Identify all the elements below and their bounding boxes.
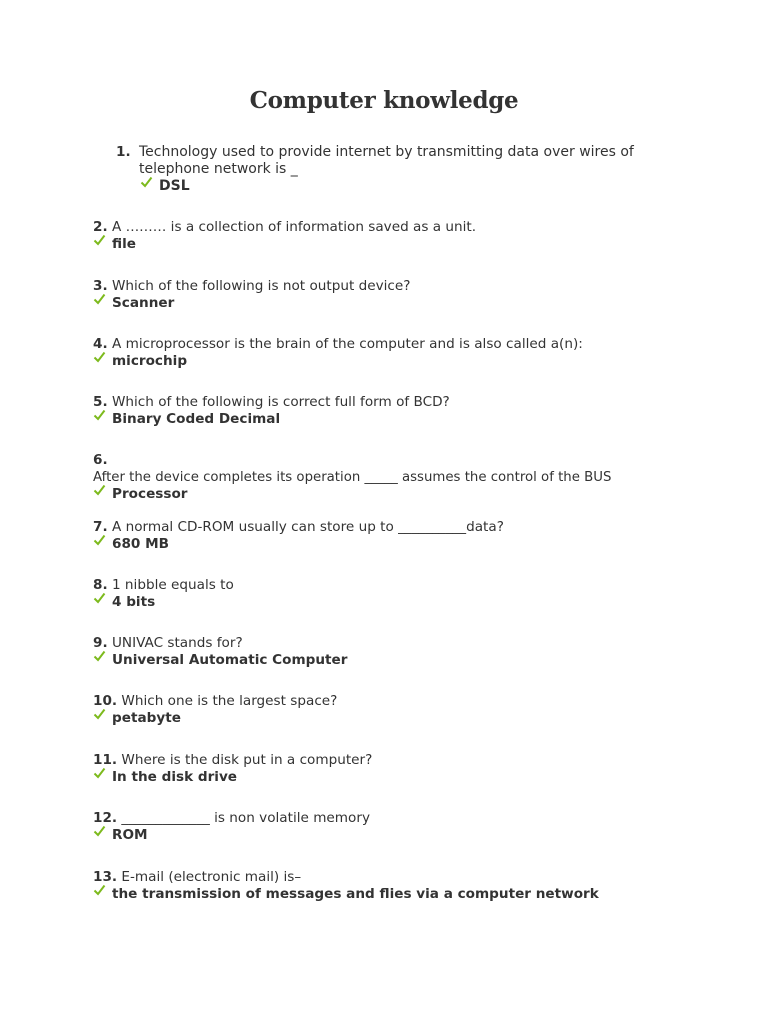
answer xyxy=(93,353,713,370)
answer-text: Binary Coded Decimal xyxy=(112,411,281,427)
answer xyxy=(93,594,713,611)
check-icon xyxy=(93,708,106,720)
answer-text: microchip xyxy=(112,353,188,369)
answer-text: In the disk drive xyxy=(112,769,238,785)
question-item-12 xyxy=(93,810,713,844)
check-icon xyxy=(93,884,106,896)
question-item-1 xyxy=(116,144,676,195)
question-text: _____________ is non volatile memory xyxy=(121,810,370,826)
question-text: Where is the disk put in a computer? xyxy=(121,752,373,768)
answer-text: file xyxy=(112,236,136,252)
question-number: 7. xyxy=(93,519,108,535)
question-text: Which one is the largest space? xyxy=(121,693,338,709)
check-icon xyxy=(93,293,106,305)
question-number: 9. xyxy=(93,635,108,651)
question-number: 5. xyxy=(93,394,108,410)
answer-text: Processor xyxy=(112,486,188,502)
answer xyxy=(93,827,713,844)
question-text: UNIVAC stands for? xyxy=(111,635,243,651)
question-number: 1. xyxy=(116,144,131,160)
question-item-3 xyxy=(93,278,713,312)
check-icon xyxy=(140,176,153,188)
check-icon xyxy=(93,534,106,546)
question-number: 10. xyxy=(93,693,118,709)
question-item-4 xyxy=(93,336,713,370)
answer-text: Universal Automatic Computer xyxy=(112,652,348,668)
question-text: A microprocessor is the brain of the computer and is also called a(n): xyxy=(111,336,583,352)
page-title: Computer knowledge xyxy=(249,87,519,114)
question-text: E-mail (electronic mail) is– xyxy=(121,869,302,885)
question-item-7 xyxy=(93,519,713,553)
answer-text: 680 MB xyxy=(112,536,169,552)
answer xyxy=(93,536,713,553)
question-item-9 xyxy=(93,635,713,669)
question-text: Which of the following is correct full form of BCD? xyxy=(111,394,450,410)
answer xyxy=(140,178,676,195)
check-icon xyxy=(93,409,106,421)
answer-text: the transmission of messages and flies via a computer network xyxy=(112,886,599,902)
answer-text: Scanner xyxy=(112,295,175,311)
answer xyxy=(93,769,713,786)
answer xyxy=(93,652,713,669)
question-item-11 xyxy=(93,752,713,786)
question-item-8 xyxy=(93,577,713,611)
check-icon xyxy=(93,351,106,363)
check-icon xyxy=(93,484,106,496)
question-number: 13. xyxy=(93,869,118,885)
check-icon xyxy=(93,592,106,604)
answer xyxy=(93,411,713,428)
answer-text: 4 bits xyxy=(112,594,156,610)
question-number: 6. xyxy=(93,452,108,468)
question-text: Which of the following is not output device? xyxy=(111,278,411,294)
question-text: A ……… is a collection of information saved as a unit. xyxy=(111,219,477,235)
question-text-line: telephone network is _ xyxy=(139,161,298,177)
answer xyxy=(93,236,713,253)
check-icon xyxy=(93,767,106,779)
answer-text: petabyte xyxy=(112,710,181,726)
question-number: 11. xyxy=(93,752,118,768)
question-number: 4. xyxy=(93,336,108,352)
question-number: 8. xyxy=(93,577,108,593)
question-item-13 xyxy=(93,869,713,903)
question-text: A normal CD-ROM usually can store up to __________data? xyxy=(111,519,504,535)
answer-text: ROM xyxy=(112,827,148,843)
question-text: After the device completes its operation _____ assumes the control of the BUS xyxy=(93,470,612,485)
check-icon xyxy=(93,825,106,837)
answer xyxy=(93,486,713,503)
check-icon xyxy=(93,234,106,246)
question-text: 1 nibble equals to xyxy=(111,577,234,593)
question-number: 2. xyxy=(93,219,108,235)
question-item-2 xyxy=(93,219,713,253)
question-item-6 xyxy=(93,452,713,503)
answer xyxy=(93,295,713,312)
check-icon xyxy=(93,650,106,662)
answer-text: DSL xyxy=(159,178,190,194)
question-number: 12. xyxy=(93,810,118,826)
answer xyxy=(93,710,713,727)
question-text-line: Technology used to provide internet by transmitting data over wires of xyxy=(139,144,634,160)
answer xyxy=(93,886,713,903)
question-item-10 xyxy=(93,693,713,727)
question-number: 3. xyxy=(93,278,108,294)
question-item-5 xyxy=(93,394,713,428)
